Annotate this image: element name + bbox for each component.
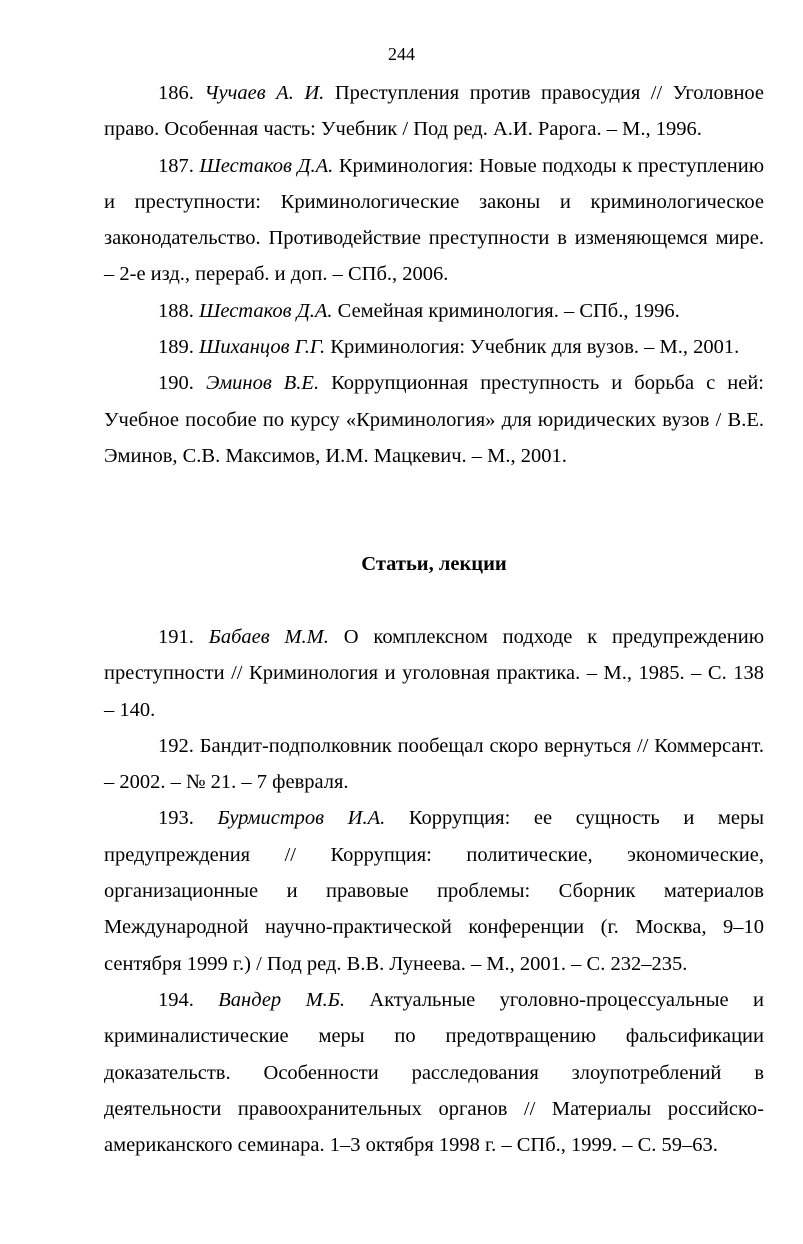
bibliography-entry <box>104 148 764 293</box>
entry-number: 187. <box>158 154 194 177</box>
entry-number: 189. <box>158 336 194 359</box>
entry-text: Актуальные уголовно-процессуальные и криминалистические меры по предотвращению фальсификации доказательств. Особенности расследования злоупотреблений в деятельности правоохранительных органов // Материалы российско-американского семинара. 1–3 октября 1998 г. – СПб., 1999. – С. 59–63. <box>104 988 764 1157</box>
entry-number: 186. <box>158 82 194 104</box>
entry-text: Семейная криминология. – СПб., 1996. <box>337 299 680 322</box>
bibliography-entry <box>104 293 764 329</box>
entry-text: Криминология: Учебник для вузов. – М., 2001. <box>330 336 740 359</box>
entry-author: Эминов В.Е. <box>205 372 320 395</box>
bibliography-entry <box>104 619 764 728</box>
bibliography-entry <box>104 982 764 1163</box>
bibliography-entry <box>104 329 764 365</box>
page-number: 244 <box>388 44 415 64</box>
entry-author: Бурмистров И.А. <box>217 807 386 830</box>
entry-number: 193. <box>158 807 194 830</box>
bibliography-entry <box>104 800 764 981</box>
entry-text: О комплексном подходе к предупреждению преступности // Криминология и уголовная практика. – М., 1985. – С. 138 – 140. <box>104 626 765 721</box>
entry-number: 188. <box>158 299 194 322</box>
section-heading: Статьи, лекции <box>361 553 507 575</box>
bibliography-entry <box>104 728 764 801</box>
entry-author: Шестаков Д.А. <box>199 154 334 177</box>
bibliography-entry <box>104 365 764 474</box>
entry-text: Бандит-подполковник пообещал скоро вернуться // Коммерсант. – 2002. – № 21. – 7 февраля. <box>104 734 765 794</box>
bibliography-list-articles <box>104 619 764 1163</box>
entry-author: Вандер М.Б. <box>218 988 345 1011</box>
entry-author: Чучаев А. И. <box>204 82 325 104</box>
entry-text: Коррупционная преступность и борьба с ней: Учебное пособие по курсу «Криминология» для юридических вузов / В.Е. Эминов, С.В. Максимов, И.М. Мацкевич. – М., 2001. <box>104 372 765 467</box>
entry-author: Шестаков Д.А. <box>199 299 333 322</box>
entry-author: Шиханцов Г.Г. <box>199 336 326 359</box>
entry-author: Бабаев М.М. <box>208 626 329 648</box>
entry-text: Коррупция: ее сущность и меры предупреждения // Коррупция: политические, экономические, организационные и правовые проблемы: Сборник материалов Международной научно-практической конференции (г. Москва, 9–10 сентября 1999 г.) / Под ред. В.В. Лунеева. – М., 2001. – С. 232–235. <box>104 807 765 975</box>
entry-number: 191. <box>158 626 194 648</box>
entry-number: 194. <box>158 988 194 1011</box>
bibliography-entry <box>104 75 764 148</box>
entry-text: Преступления против правосудия // Уголовное право. Особенная часть: Учебник / Под ред. А.И. Рарога. – М., 1996. <box>104 82 765 141</box>
bibliography-list-books <box>104 75 764 474</box>
entry-number: 192. <box>158 734 194 757</box>
entry-text: Криминология: Новые подходы к преступлению и преступности: Криминологические законы и криминологическое законодательство. Противодействие преступности в изменяющемся мире. – 2-е изд., перераб. и доп. – СПб., 2006. <box>104 154 765 286</box>
entry-number: 190. <box>158 372 194 395</box>
